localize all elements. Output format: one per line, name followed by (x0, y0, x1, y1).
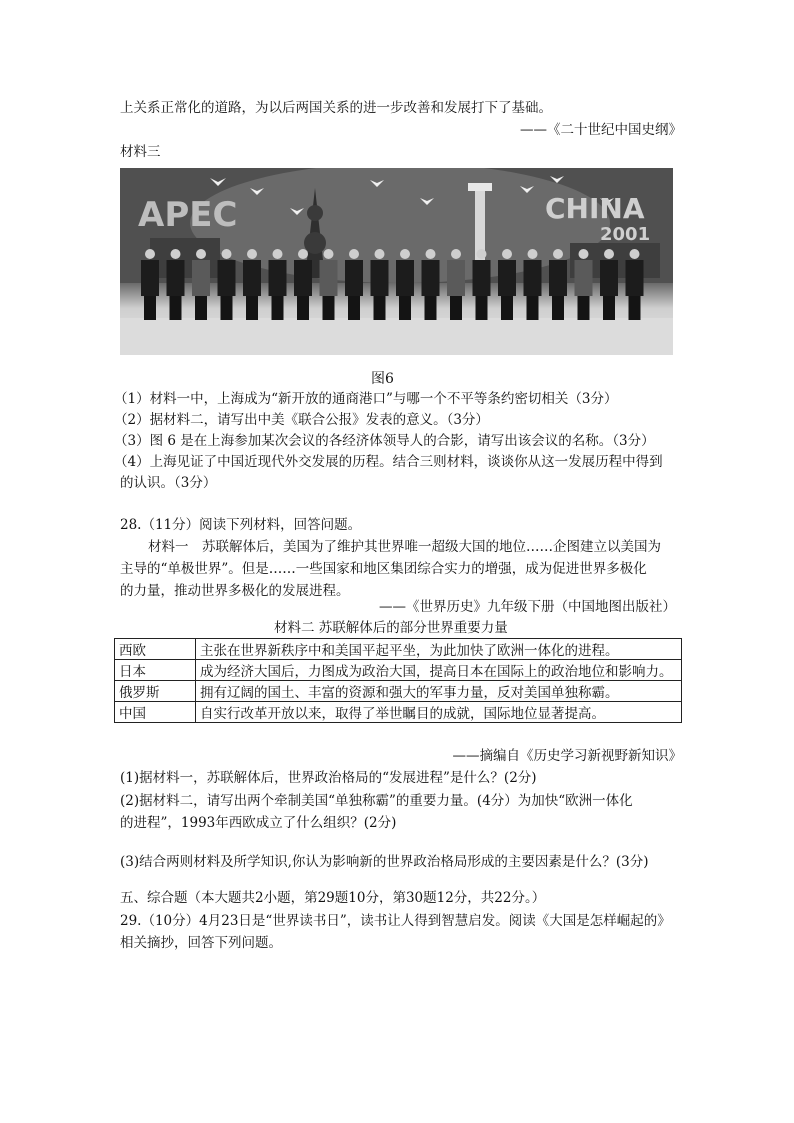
leader-head (400, 249, 410, 259)
leader-body (243, 260, 261, 296)
leader-body (575, 260, 593, 296)
table-row (115, 639, 682, 660)
leader-body (192, 260, 210, 296)
leader-legs (578, 296, 590, 320)
source-citation: ——《二十世纪中国史纲》 (520, 122, 682, 138)
table-cell-name: 西欧 (115, 639, 196, 660)
leader-legs (246, 296, 258, 320)
material-label: 材料三 (120, 144, 161, 160)
leader-head (196, 249, 206, 259)
table-cell-desc: 主张在世界新秩序中和美国平起平坐，为此加快了欧洲一体化的进程。 (196, 639, 682, 660)
banner-right-text: CHINA (545, 192, 645, 225)
leader-body (524, 260, 542, 296)
question-27-3: （3）图 6 是在上海参加某次会议的各经济体领导人的合影，请写出该会议的名称。（3分） (114, 433, 655, 449)
leader-head (375, 249, 385, 259)
question-29-line2: 相关摘抄，回答下列问题。 (120, 935, 282, 951)
leader-body (345, 260, 363, 296)
table-cell-name: 俄罗斯 (115, 681, 196, 702)
leader-head (502, 249, 512, 259)
leader-head (553, 249, 563, 259)
leader-legs (272, 296, 284, 320)
leader-head (324, 249, 334, 259)
leader-body (447, 260, 465, 296)
leader-body (320, 260, 338, 296)
leader-body (422, 260, 440, 296)
leader-body (294, 260, 312, 296)
world-forces-table (114, 638, 682, 723)
table-row (115, 660, 682, 681)
table-cell-desc: 拥有辽阔的国土、丰富的资源和强大的军事力量，反对美国单独称霸。 (196, 681, 682, 702)
q28-material1-line1: 材料一 苏联解体后，美国为了维护其世界唯一超级大国的地位……企图建立以美国为 (148, 539, 661, 555)
table-cell-name: 中国 (115, 702, 196, 723)
leader-head (451, 249, 461, 259)
leader-head (579, 249, 589, 259)
question-28-2-line1: (2)据材料二，请写出两个牵制美国“单独称霸”的重要力量。(4分）为加快“欧洲一体化 (120, 793, 633, 809)
table-row (115, 702, 682, 723)
leader-body (167, 260, 185, 296)
question-28-2-line2: 的进程”，1993年西欧成立了什么组织？(2分) (120, 815, 397, 831)
leader-head (426, 249, 436, 259)
table-cell-desc: 成为经济大国后，力图成为政治大国，提高日本在国际上的政治地位和影响力。 (196, 660, 682, 681)
leader-legs (476, 296, 488, 320)
leader-legs (603, 296, 615, 320)
q28-source1: ——《世界历史》九年级下册（中国地图出版社） (379, 599, 676, 615)
leader-head (528, 249, 538, 259)
question-27-1: （1）材料一中，上海成为“新开放的通商港口”与哪一个不平等条约密切相关（3分） (114, 391, 618, 407)
leader-head (477, 249, 487, 259)
leader-body (218, 260, 236, 296)
leader-legs (144, 296, 156, 320)
question-28-1: (1)据材料一，苏联解体后，世界政治格局的“发展进程”是什么？(2分) (120, 770, 537, 786)
leader-legs (348, 296, 360, 320)
leader-legs (170, 296, 182, 320)
table-cell-name: 日本 (115, 660, 196, 681)
leader-head (273, 249, 283, 259)
leader-body (371, 260, 389, 296)
leader-legs (450, 296, 462, 320)
question-27-4-line2: 的认识。（3分） (120, 475, 217, 491)
leader-body (498, 260, 516, 296)
leader-legs (374, 296, 386, 320)
leader-body (141, 260, 159, 296)
leader-head (349, 249, 359, 259)
q28-material1-line2: 主导的“单极世界”。但是……一些国家和地区集团综合实力的增强，成为促进世界多极化 (120, 561, 647, 577)
leader-legs (195, 296, 207, 320)
leader-legs (552, 296, 564, 320)
leader-body (473, 260, 491, 296)
banner-left-text: APEC (138, 195, 238, 235)
leader-body (269, 260, 287, 296)
leader-head (145, 249, 155, 259)
question-28-heading: 28.（11分）阅读下列材料，回答问题。 (120, 517, 362, 533)
table-row (115, 681, 682, 702)
leader-legs (221, 296, 233, 320)
leader-body (626, 260, 644, 296)
leader-head (630, 249, 640, 259)
q28-table-title: 材料二 苏联解体后的部分世界重要力量 (274, 620, 508, 636)
q28-source2: ——摘编自《历史学习新视野新知识》 (452, 748, 682, 764)
q28-material1-line3: 的力量，推动世界多极化的发展进程。 (120, 583, 350, 599)
apec-group-photo (120, 168, 673, 355)
continuation-line: 上关系正常化的道路，为以后两国关系的进一步改善和发展打下了基础。 (120, 100, 552, 116)
leader-head (171, 249, 181, 259)
figure-caption: 图6 (371, 371, 394, 387)
banner-year-text: 2001 (600, 224, 651, 245)
question-27-4-line1: （4）上海见证了中国近现代外交发展的历程。结合三则材料，谈谈你从这一发展历程中得到 (114, 454, 663, 470)
leader-legs (501, 296, 513, 320)
leader-body (600, 260, 618, 296)
leader-head (247, 249, 257, 259)
leader-head (222, 249, 232, 259)
leader-legs (629, 296, 641, 320)
leader-legs (425, 296, 437, 320)
leader-legs (297, 296, 309, 320)
leader-legs (323, 296, 335, 320)
question-27-2: （2）据材料二，请写出中美《联合公报》发表的意义。（3分） (114, 412, 489, 428)
leader-body (549, 260, 567, 296)
section5-heading: 五、综合题（本大题共2小题，第29题10分，第30题12分，共22分。） (120, 890, 546, 906)
question-29-line1: 29.（10分）4月23日是“世界读书日”，读书让人得到智慧启发。阅读《大国是怎样崛起的》 (120, 913, 671, 929)
leader-head (604, 249, 614, 259)
leader-legs (527, 296, 539, 320)
question-28-3: (3)结合两则材料及所学知识,你认为影响新的世界政治格局形成的主要因素是什么？(3分) (120, 854, 649, 870)
table-cell-desc: 自实行改革开放以来，取得了举世瞩目的成就，国际地位显著提高。 (196, 702, 682, 723)
leader-body (396, 260, 414, 296)
leader-legs (399, 296, 411, 320)
leader-head (298, 249, 308, 259)
